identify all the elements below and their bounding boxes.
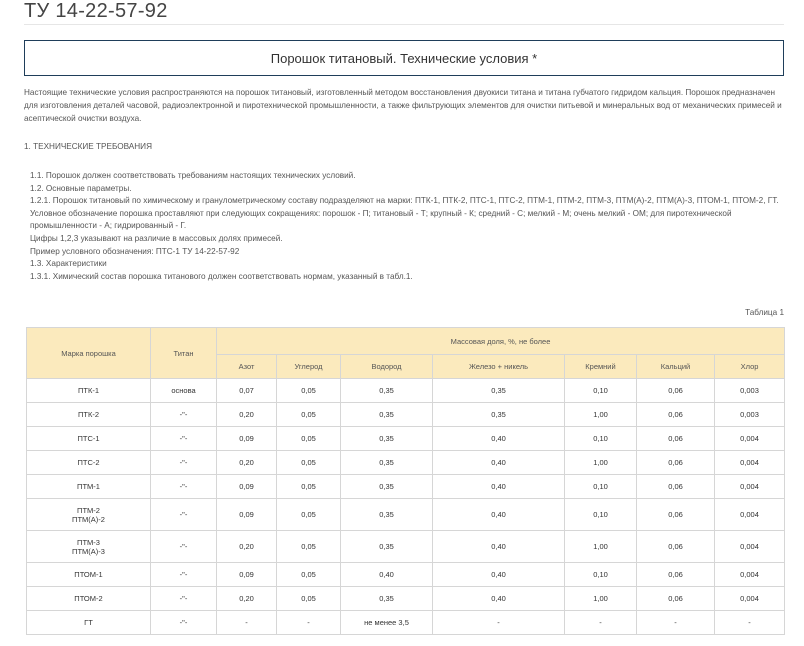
cell-chlorine: 0,004 — [715, 563, 785, 587]
cell-calcium: 0,06 — [637, 427, 715, 451]
cell-grade — [27, 611, 151, 635]
cell-chlorine: 0,004 — [715, 499, 785, 531]
cell-grade-line: ПТК-1 — [77, 386, 99, 395]
cell-iron-nickel: 0,40 — [433, 475, 565, 499]
requirement-item: 1.1. Порошок должен соответствовать требованиям настоящих технических условий. — [30, 171, 356, 180]
cell-nitrogen: 0,09 — [217, 427, 277, 451]
requirement-item: 1.2.1. Порошок титановый по химическому и гранулометрическому составу подразделяют на марки: ПТК-1, ПТК-2, ПТС-1, ПТС-2, ПТМ-1, ПТМ-2, ПТМ-3, ПТМ(А)-2, ПТМ(А)-3, ПТОМ-1, ПТОМ-2, ГТ. — [30, 196, 779, 206]
cell-chlorine: 0,004 — [715, 587, 785, 611]
cell-silicon: 0,10 — [565, 475, 637, 499]
cell-grade — [27, 531, 151, 563]
cell-iron-nickel: 0,40 — [433, 499, 565, 531]
cell-grade-line: ПТМ-3 — [77, 537, 100, 547]
requirement-item: Цифры 1,2,3 указывают на различие в массовых долях примесей. — [30, 233, 283, 243]
header-silicon: Кремний — [565, 355, 637, 379]
cell-titanium: -"- — [151, 611, 217, 635]
cell-grade — [27, 403, 151, 427]
table-caption: Таблица 1 — [745, 308, 784, 317]
table-row — [27, 451, 785, 475]
cell-nitrogen: 0,09 — [217, 499, 277, 531]
cell-calcium: 0,06 — [637, 379, 715, 403]
header-carbon: Углерод — [277, 355, 341, 379]
cell-grade-line: ПТМ(А)-3 — [72, 546, 105, 556]
cell-chlorine: 0,004 — [715, 451, 785, 475]
cell-silicon: 1,00 — [565, 451, 637, 475]
cell-nitrogen: 0,20 — [217, 531, 277, 563]
cell-titanium: основа — [151, 379, 217, 403]
title-divider — [24, 24, 784, 25]
cell-grade-line: ПТМ(А)-2 — [72, 514, 105, 524]
cell-grade-line: ПТОМ-2 — [74, 594, 103, 603]
cell-silicon: 0,10 — [565, 563, 637, 587]
cell-nitrogen: 0,09 — [217, 475, 277, 499]
cell-titanium: -"- — [151, 531, 217, 563]
cell-iron-nickel: 0,40 — [433, 427, 565, 451]
document-heading: Порошок титановый. Технические условия * — [24, 40, 784, 76]
cell-carbon: 0,05 — [277, 563, 341, 587]
cell-calcium: 0,06 — [637, 587, 715, 611]
cell-grade — [27, 563, 151, 587]
cell-hydrogen: 0,35 — [341, 499, 433, 531]
table-body — [27, 379, 785, 635]
cell-calcium: 0,06 — [637, 531, 715, 563]
intro-paragraph: Настоящие технические условия распространяются на порошок титановый, изготовленный методом восстановления двуокиси титана и титана губчатого гидридом кальция. Порошок предназначен для изготовления деталей часовой, радиоэлектронной и пиротехнической промышленности, а также фильтрующих элементов для очистки питьевой и минеральных вод от механических примесей и асептической очистки воздуха. — [24, 88, 782, 123]
composition-table — [26, 327, 785, 635]
cell-grade-line: ГТ — [84, 618, 93, 627]
cell-calcium: 0,06 — [637, 499, 715, 531]
cell-carbon: 0,05 — [277, 587, 341, 611]
cell-titanium: -"- — [151, 563, 217, 587]
cell-hydrogen: 0,35 — [341, 379, 433, 403]
cell-iron-nickel: 0,35 — [433, 403, 565, 427]
cell-grade-line: ПТК-2 — [77, 410, 99, 419]
cell-chlorine: 0,004 — [715, 427, 785, 451]
cell-silicon: 0,10 — [565, 427, 637, 451]
cell-carbon: 0,05 — [277, 379, 341, 403]
cell-titanium: -"- — [151, 451, 217, 475]
requirement-item: 1.3.1. Химический состав порошка титанового должен соответствовать нормам, указанный в табл.1. — [30, 271, 413, 281]
cell-nitrogen: 0,07 — [217, 379, 277, 403]
table-row — [27, 403, 785, 427]
cell-iron-nickel: 0,40 — [433, 531, 565, 563]
table-row — [27, 499, 785, 531]
cell-titanium: -"- — [151, 499, 217, 531]
cell-silicon: 0,10 — [565, 499, 637, 531]
table-row — [27, 611, 785, 635]
cell-hydrogen: 0,35 — [341, 403, 433, 427]
requirement-item: Пример условного обозначения: ПТС-1 ТУ 14-22-57-92 — [30, 246, 240, 256]
cell-grade-line: ПТС-1 — [77, 434, 100, 443]
section-title: 1. ТЕХНИЧЕСКИЕ ТРЕБОВАНИЯ — [24, 142, 152, 151]
header-chlorine: Хлор — [715, 355, 785, 379]
cell-grade-line: ПТМ-2 — [77, 505, 100, 515]
table-row — [27, 587, 785, 611]
cell-calcium: 0,06 — [637, 403, 715, 427]
cell-titanium: -"- — [151, 427, 217, 451]
cell-silicon: 1,00 — [565, 531, 637, 563]
header-mass-fraction: Массовая доля, %, не более — [217, 328, 785, 355]
cell-chlorine: 0,004 — [715, 475, 785, 499]
cell-grade-line: ПТС-2 — [77, 458, 100, 467]
cell-hydrogen: 0,35 — [341, 427, 433, 451]
cell-hydrogen: не менее 3,5 — [341, 611, 433, 635]
cell-carbon: - — [277, 611, 341, 635]
cell-chlorine: 0,004 — [715, 531, 785, 563]
header-calcium: Кальций — [637, 355, 715, 379]
cell-grade — [27, 379, 151, 403]
cell-titanium: -"- — [151, 403, 217, 427]
doc-code-title: ТУ 14-22-57-92 — [24, 0, 168, 22]
cell-silicon: - — [565, 611, 637, 635]
table-row — [27, 427, 785, 451]
cell-hydrogen: 0,35 — [341, 475, 433, 499]
header-iron-nickel: Железо + никель — [433, 355, 565, 379]
table-row — [27, 475, 785, 499]
header-titanium: Титан — [151, 328, 217, 379]
cell-calcium: 0,06 — [637, 563, 715, 587]
cell-carbon: 0,05 — [277, 427, 341, 451]
requirement-item: 1.3. Характеристики — [30, 259, 107, 269]
cell-calcium: 0,06 — [637, 475, 715, 499]
cell-hydrogen: 0,35 — [341, 587, 433, 611]
cell-silicon: 1,00 — [565, 403, 637, 427]
header-grade: Марка порошка — [27, 328, 151, 379]
cell-nitrogen: 0,20 — [217, 587, 277, 611]
cell-hydrogen: 0,40 — [341, 563, 433, 587]
cell-titanium: -"- — [151, 587, 217, 611]
cell-iron-nickel: 0,40 — [433, 563, 565, 587]
cell-hydrogen: 0,35 — [341, 451, 433, 475]
cell-calcium: 0,06 — [637, 451, 715, 475]
header-nitrogen: Азот — [217, 355, 277, 379]
cell-carbon: 0,05 — [277, 531, 341, 563]
cell-grade — [27, 427, 151, 451]
cell-carbon: 0,05 — [277, 499, 341, 531]
cell-chlorine: 0,003 — [715, 403, 785, 427]
table-row — [27, 379, 785, 403]
cell-grade — [27, 475, 151, 499]
table-row — [27, 531, 785, 563]
cell-grade — [27, 451, 151, 475]
cell-silicon: 1,00 — [565, 587, 637, 611]
cell-grade — [27, 499, 151, 531]
requirement-item: 1.2. Основные параметры. — [30, 183, 132, 193]
cell-chlorine: - — [715, 611, 785, 635]
cell-calcium: - — [637, 611, 715, 635]
cell-nitrogen: 0,20 — [217, 451, 277, 475]
cell-grade-line: ПТМ-1 — [77, 482, 100, 491]
cell-carbon: 0,05 — [277, 475, 341, 499]
requirement-item: Условное обозначение порошка проставляют при следующих сокращениях: порошок - П; титановый - Т; крупный - К; средний - С; мелкий - М; очень мелкий - ОМ; для пиротехнической промышленности - А; гидрированный - Г. — [30, 208, 732, 231]
header-hydrogen: Водород — [341, 355, 433, 379]
cell-nitrogen: - — [217, 611, 277, 635]
cell-grade-line: ПТОМ-1 — [74, 570, 103, 579]
cell-iron-nickel: 0,35 — [433, 379, 565, 403]
requirements-list — [24, 170, 784, 283]
cell-nitrogen: 0,20 — [217, 403, 277, 427]
cell-chlorine: 0,003 — [715, 379, 785, 403]
cell-titanium: -"- — [151, 475, 217, 499]
cell-carbon: 0,05 — [277, 403, 341, 427]
cell-nitrogen: 0,09 — [217, 563, 277, 587]
cell-iron-nickel: - — [433, 611, 565, 635]
cell-silicon: 0,10 — [565, 379, 637, 403]
cell-hydrogen: 0,35 — [341, 531, 433, 563]
cell-iron-nickel: 0,40 — [433, 587, 565, 611]
cell-grade — [27, 587, 151, 611]
table-row — [27, 563, 785, 587]
cell-iron-nickel: 0,40 — [433, 451, 565, 475]
cell-carbon: 0,05 — [277, 451, 341, 475]
